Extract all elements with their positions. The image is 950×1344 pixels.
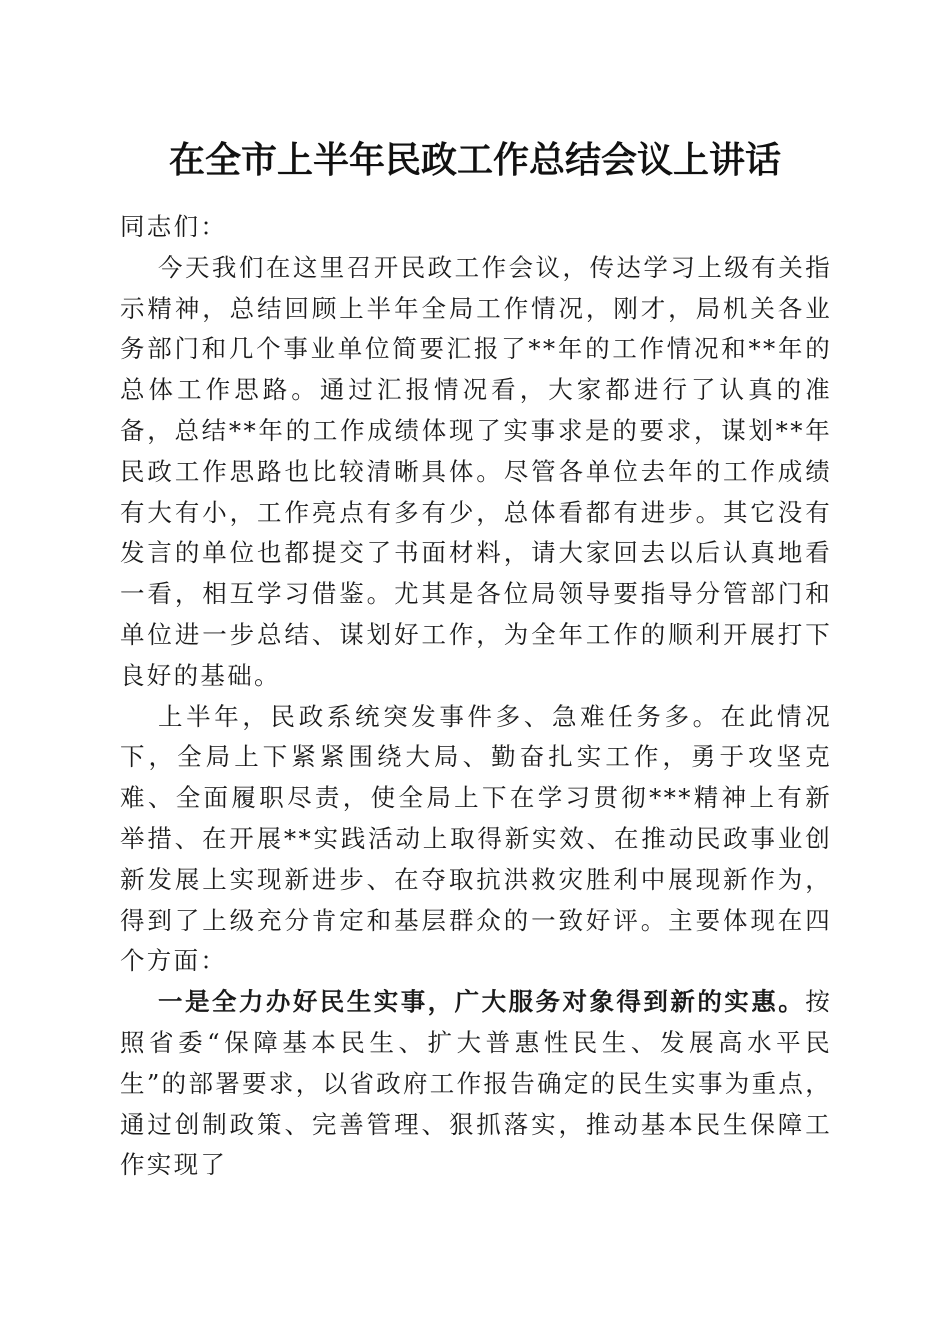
document-body [120,207,832,1186]
paragraph-text: 上半年，民政系统突发事件多、急难任务多。在此情况下，全局上下紧紧围绕大局、勤奋扎实工作，勇于攻坚克难、全面履职尽责，使全局上下在学习贯彻***精神上有新举措、在开展**实践活动上取得新实效、在推动民政事业创新发展上实现新进步、在夺取抗洪救灾胜利中展现新作为，得到了上级充分肯定和基层群众的一致好评。主要体现在四个方面： [120,701,832,976]
paragraph-opening [120,248,832,697]
paragraph-first-half-summary [120,697,832,983]
paragraph-point-one [120,982,832,1186]
paragraph-lead-heading: 一是全力办好民生实事，广大服务对象得到新的实惠。 [158,987,806,1017]
paragraph-text: 今天我们在这里召开民政工作会议，传达学习上级有关指示精神，总结回顾上半年全局工作情况，刚才，局机关各业务部门和几个事业单位简要汇报了**年的工作情况和**年的总体工作思路。通过汇报情况看，大家都进行了认真的准备，总结**年的工作成绩体现了实事求是的要求，谋划**年民政工作思路也比较清晰具体。尽管各单位去年的工作成绩有大有小，工作亮点有多有少，总体看都有进步。其它没有发言的单位也都提交了书面材料，请大家回去以后认真地看一看，相互学习借鉴。尤其是各位局领导要指导分管部门和单位进一步总结、谋划好工作，为全年工作的顺利开展打下良好的基础。 [120,252,832,690]
salutation: 同志们： [120,212,228,241]
paragraph-text: 按照省委“保障基本民生、扩大普惠性民生、发展高水平民生”的部署要求，以省政府工作报告确定的民生实事为重点，通过创制政策、完善管理、狠抓落实，推动基本民生保障工作实现了 [120,987,832,1180]
document-title: 在全市上半年民政工作总结会议上讲话 [168,139,781,181]
